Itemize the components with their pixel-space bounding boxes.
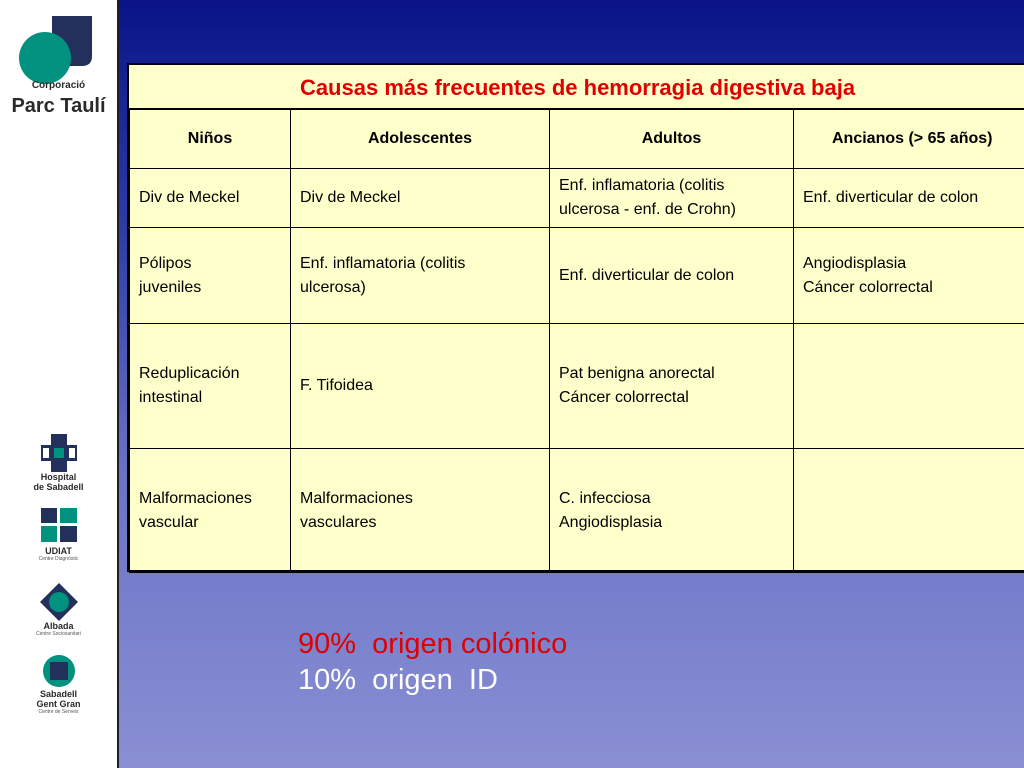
udiat-subtitle: Centre Diagnòstic: [38, 556, 79, 562]
udiat-name: UDIAT: [45, 546, 72, 556]
brand-name-text: Parc Taulí: [11, 95, 106, 117]
sabadell-gent-gran-icon: [43, 655, 75, 687]
udiat-logo: [0, 508, 117, 563]
cell-text-line: Angiodisplasia: [803, 254, 907, 272]
brand-top-text: Corporació: [31, 80, 86, 91]
table-cell: [291, 228, 550, 324]
cell-text-line: juveniles: [139, 278, 202, 296]
cell-text-line: C. infecciosa: [559, 489, 651, 507]
albada-subtitle: Centre Sociosanitari: [35, 631, 82, 637]
cell-text-line: Cáncer colorrectal: [559, 389, 689, 406]
cell-text-line: ulcerosa): [300, 278, 366, 296]
cell-text-line: Div de Meckel: [139, 189, 240, 206]
table-cell: [550, 449, 794, 573]
table-cell: [130, 324, 291, 449]
header-adultos: Adultos: [550, 110, 794, 169]
cell-text-line: Enf. diverticular de colon: [803, 189, 979, 206]
sidebar: [0, 0, 119, 768]
cell-text-line: Div de Meckel: [300, 189, 401, 206]
cell-text-line: Reduplicación: [139, 365, 240, 382]
cell-text-line: vasculares: [300, 513, 377, 531]
table-cell: [550, 324, 794, 449]
hospital-name-line2: de Sabadell: [33, 482, 84, 492]
hospital-cross-icon: [39, 434, 79, 472]
albada-logo: [0, 583, 117, 638]
table-header-row: [130, 110, 1024, 169]
table-row: [130, 228, 1024, 324]
header-ninos: Niños: [130, 110, 291, 169]
udiat-squares-icon: [41, 508, 77, 542]
cell-text-line: intestinal: [139, 389, 203, 406]
table-cell: [550, 228, 794, 324]
cell-text-line: Malformaciones: [139, 489, 252, 507]
causes-table: [129, 109, 1024, 573]
stat-colonic-origin: 90% origen colónico: [298, 628, 568, 660]
table-row: [130, 324, 1024, 449]
cell-text-line: Enf. diverticular de colon: [559, 266, 735, 284]
origin-stats: [298, 626, 567, 698]
stat-id-origin: 10% origen ID: [298, 664, 498, 696]
table-cell: [794, 324, 1024, 449]
table-row: [130, 169, 1024, 228]
hospital-sabadell-logo: [0, 434, 117, 492]
table-cell: [130, 449, 291, 573]
hospital-name-line1: Hospital: [40, 472, 77, 482]
sabadell-gent-gran-logo: [0, 655, 117, 716]
cell-text-line: Pólipos: [139, 254, 192, 272]
cell-text-line: Enf. inflamatoria (colitis: [300, 254, 466, 272]
cell-text-line: ulcerosa - enf. de Crohn): [559, 201, 736, 218]
table-cell: [130, 169, 291, 228]
table-cell: [291, 449, 550, 573]
table-cell: [794, 449, 1024, 573]
sgg-name-line1: Sabadell: [39, 689, 77, 699]
sgg-subtitle: Centre de Serveis: [38, 709, 79, 715]
header-ancianos: Ancianos (> 65 años): [794, 110, 1024, 169]
cell-text-line: vascular: [139, 513, 199, 531]
cell-text-line: Malformaciones: [300, 489, 413, 507]
table-cell: [291, 324, 550, 449]
cell-text-line: Cáncer colorrectal: [803, 278, 933, 296]
table-row: [130, 449, 1024, 573]
sgg-name-line2: Gent Gran: [36, 699, 81, 709]
causes-table-panel: [127, 63, 1024, 572]
table-cell: [130, 228, 291, 324]
cell-text-line: Angiodisplasia: [559, 513, 663, 531]
albada-diamond-icon: [40, 583, 78, 621]
albada-name: Albada: [43, 621, 74, 631]
header-adolescentes: Adolescentes: [291, 110, 550, 169]
table-cell: [794, 169, 1024, 228]
cell-text-line: Pat benigna anorectal: [559, 365, 715, 382]
table-cell: [794, 228, 1024, 324]
table-title: Causas más frecuentes de hemorragia digestiva baja: [129, 65, 1024, 109]
cell-text-line: F. Tifoidea: [300, 377, 373, 394]
cell-text-line: Enf. inflamatoria (colitis: [559, 177, 725, 194]
table-cell: [550, 169, 794, 228]
table-cell: [291, 169, 550, 228]
